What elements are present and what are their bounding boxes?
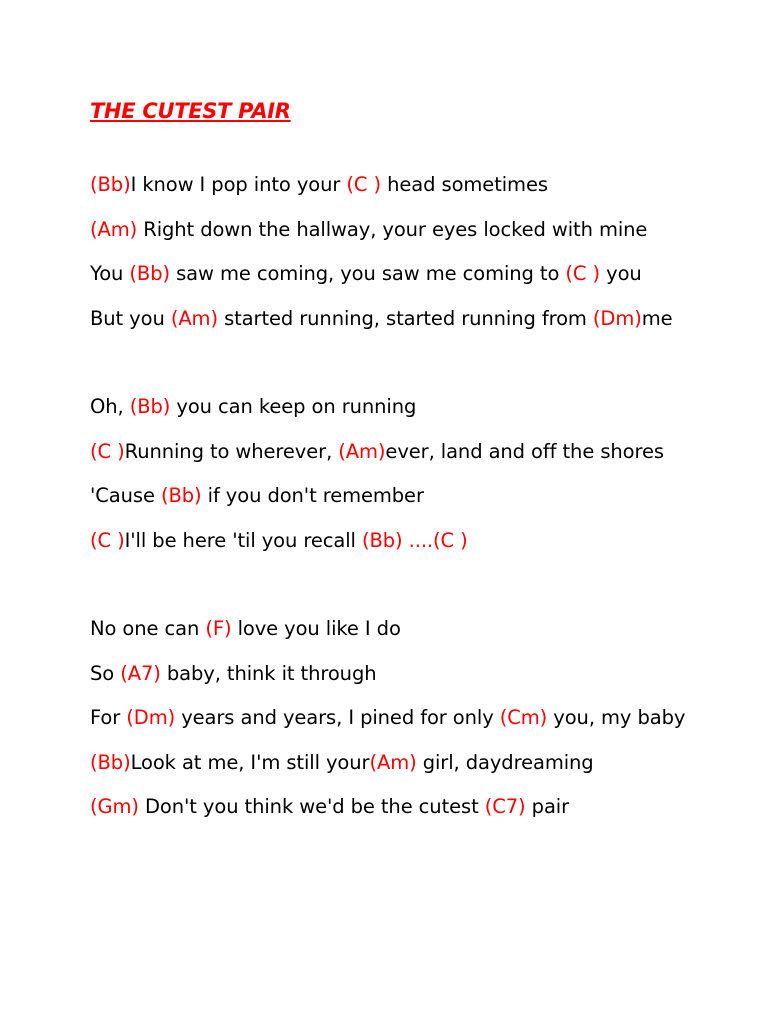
lyric-line [90,746,690,780]
lyric-text: if you don't remember [201,484,424,507]
chord: (Gm) [90,795,139,818]
lyric-line [90,390,690,424]
chord: (A7) [120,661,161,685]
lyric-text: started running, started running from [217,306,593,330]
lyrics-page [90,96,690,835]
chord: (C ) [90,528,125,552]
lyric-text: For [90,706,127,729]
chord: (F) [205,617,232,640]
lyric-text: head sometimes [381,173,548,196]
lyric-text: Don't you think we'd be the cutest [138,795,485,818]
chord: (Bb) [90,173,131,196]
lyric-line [90,435,690,469]
chord: (Bb) [90,750,131,774]
lyric-text: 'Cause [90,484,161,507]
chord: (Am) [338,439,386,463]
lyric-text: you [600,262,642,285]
chord: (Am) [90,217,138,241]
stanza-2 [90,390,690,558]
chord: (Am) [170,306,218,330]
chord: (C7) [484,795,526,818]
lyric-line [90,657,690,691]
lyric-text: Right down the hallway, your eyes locked with mine [137,217,648,241]
lyric-text: me [641,306,673,330]
chord: (Bb) [129,262,170,285]
lyric-text: Look at me, I'm still your [130,750,370,774]
lyric-text: you can keep on running [170,395,417,418]
lyrics-body [90,168,690,824]
chord: (Bb) [160,484,202,507]
lyric-text: Running to wherever, [124,439,339,463]
lyric-line [90,302,690,336]
chord: (C ) [90,439,125,463]
lyric-text: I know I pop into your [130,173,347,196]
lyric-text: girl, daydreaming [416,750,594,774]
stanza-gap [90,346,690,390]
chord: (Dm) [126,706,176,729]
lyric-text: Oh, [90,395,130,418]
chord: (Bb) ....(C ) [361,528,468,552]
lyric-text: years and years, I pined for only [175,706,500,729]
lyric-text: you, my baby [547,706,686,729]
lyric-text: So [90,661,121,685]
lyric-text: But you [90,306,171,330]
lyric-text: ever, land and off the shores [385,439,664,463]
chord: (Am) [369,750,417,774]
lyric-text: You [90,262,130,285]
lyric-text: saw me coming, you saw me coming to [170,262,566,285]
lyric-text: pair [525,795,570,818]
lyric-line [90,479,690,513]
lyric-line [90,168,690,202]
lyric-text: No one can [90,617,206,640]
stanza-3 [90,612,690,824]
lyric-line [90,612,690,646]
lyric-text: love you like I do [231,617,401,640]
lyric-text: baby, think it through [160,661,377,685]
chord: (Bb) [129,395,171,418]
chord: (Dm) [592,306,642,330]
lyric-line [90,524,690,558]
lyric-line [90,701,690,735]
stanza-gap [90,568,690,612]
chord: (C ) [565,262,601,285]
lyric-line [90,790,690,824]
lyric-line [90,257,690,291]
lyric-line [90,213,690,247]
stanza-1 [90,168,690,336]
chord: (Cm) [499,706,548,729]
lyric-text: I'll be here 'til you recall [124,528,362,552]
song-title: THE CUTEST PAIR [90,99,291,123]
chord: (C ) [346,173,382,196]
